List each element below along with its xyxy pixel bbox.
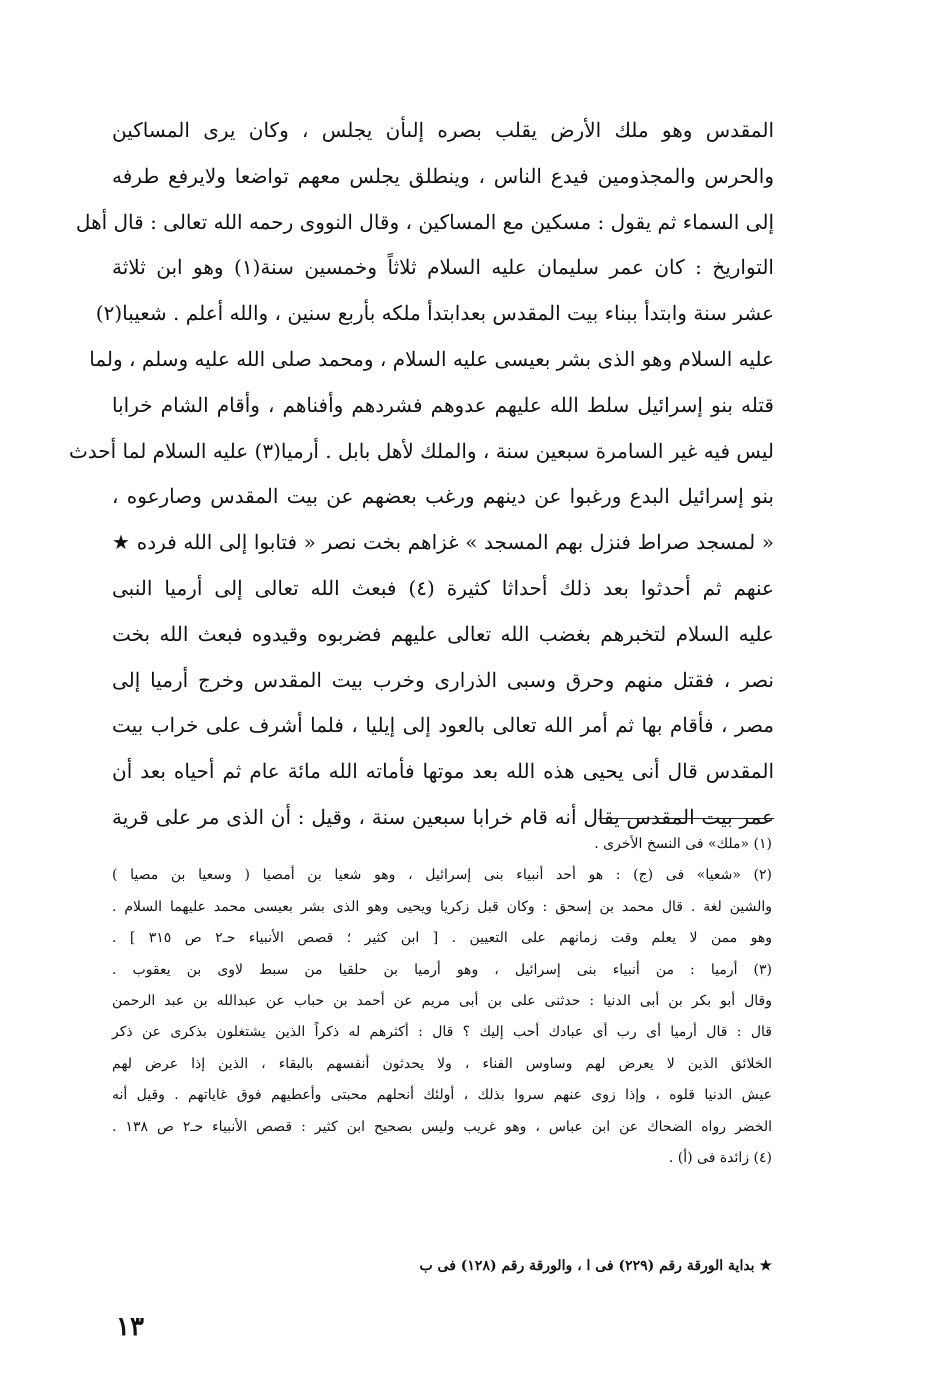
footnote-line: (٢) «شعيا» فى (ج) : هو أحد أنبياء بنى إسرائيل ، وهو شعيا بن أمصيا ( وسعيا بن مصيا ) <box>112 867 772 884</box>
footnote-line: (١) «ملك» فى النسخ الأخرى . <box>594 836 772 852</box>
main-text-line: عشر سنة وابتدأ ببناء بيت المقدس بعدابتدأ ملكه بأربع سنين ، والله أعلم . شعيبا(٢) <box>95 301 774 326</box>
main-text-line: ليس فيه غير السامرة سبعين سنة ، والملك لأهل بابل . أرميا(٣) عليه السلام لما أحدث <box>68 438 774 463</box>
main-body-text <box>68 108 774 841</box>
footnote-line: وهو ممن لا يعلم وقت زمانهم على التعيين . [ ابن كثير ؛ قصص الأنبياء حـ٢ ص ٣١٥ ] . <box>112 930 772 947</box>
footnote-line: والشين لغة . قال محمد بن إسحق : وكان قبل زكريا ويحيى وهو الذى بشر بعيسى محمد عليهما السلام . <box>112 898 772 915</box>
main-text-line: مصر ، فأقام بها ثم أمر الله تعالى بالعود إلى إيليا ، فلما أشرف على خراب بيت <box>112 713 774 738</box>
main-text-line: عنهم ثم أحدثوا بعد ذلك أحداثا كثيرة (٤) فبعث الله تعالى إلى أرميا النبى <box>112 575 774 600</box>
page-number: ١٣ <box>116 1312 144 1342</box>
main-text-line: التواريخ : كان عمر سليمان عليه السلام ثلاثاً وخمسين سنة(١) وهو ابن ثلاثة <box>112 255 774 280</box>
main-text-line: عليه السلام وهو الذى بشر بعيسى عليه السلام ، ومحمد صلى الله عليه وسلم ، ولما <box>89 346 774 371</box>
main-text-line: المقدس وهو ملك الأرض يقلب بصره إلىأن يجلس ، وكان يرى المساكين <box>112 118 774 142</box>
main-text-line: والحرس والمجذومين فيدع الناس ، وينطلق يجلس معهم تواضعا ولايرفع طرفه <box>112 163 774 188</box>
footnote-line: عيش الدنيا قلوه ، وإذا زوى عنهم سروا بذلك ، أولئك أنحلهم محبتى وأعطيهم فوق غاياتهم . وقيل أنه <box>112 1087 772 1104</box>
footnote-line: الخضر رواه الضحاك عن ابن عباس ، وهو غريب وليس بصحيح ابن كثير : قصص الأنبياء حـ٢ ص ١٣٨ . <box>112 1118 772 1135</box>
main-text-line: المقدس قال أنى يحيى هذه الله بعد موتها فأماته الله مائة عام ثم أحياه بعد أن <box>112 759 774 784</box>
footnote-line: (٣) أرميا : من أنبياء بنى إسرائيل ، وهو أرميا بن حلقيا من سبط لاوى بن يعقوب . <box>112 961 772 978</box>
footnote-divider <box>598 818 774 819</box>
footnote-line: الخلائق الذين لا يعرض لهم وساوس الفناء ، ولا يحدثون أنفسهم بالبقاء ، الذين إذا عرض لهم <box>112 1055 772 1072</box>
main-text-line: « لمسجد صراط فنزل بهم المسجد » غزاهم بخت نصر « فتابوا إلى الله فرده ★ <box>112 530 774 555</box>
footnote-line: (٤) زائدة فى (أ) . <box>668 1149 772 1166</box>
main-text-line: نصر ، فقتل منهم وحرق وسبى الذرارى وخرب بيت المقدس وخرج أرميا إلى <box>112 667 774 692</box>
main-text-line: إلى السماء ثم يقول : مسكين مع المساكين ، وقال النووى رحمه الله تعالى : قال أهل <box>75 209 774 234</box>
main-text-line: قتله بنو إسرائيل سلط الله عليهم عدوهم فشردهم وأفناهم ، وأقام الشام خرابا <box>112 392 774 417</box>
main-text-line: عليه السلام لتخبرهم بغضب الله تعالى عليهم فضربوه وقيدوه فبعث الله بخت <box>112 621 774 646</box>
main-text-line: بنو إسرائيل البدع ورغبوا عن دينهم ورغب بعضهم عن بيت المقدس وصارعوه ، <box>112 484 774 509</box>
footnotes-section <box>112 829 772 1174</box>
main-text-line: عمر بيت المقدس يقال أنه قام خرابا سبعين سنة ، وقيل : أن الذى مر على قرية <box>112 804 774 829</box>
footnote-line: قال : قال أرميا أى رب أى عبادك أحب إليك ؟ قال : أكثرهم له ذكراً الذين يشتغلون بذكرى عن ذكر <box>112 1024 772 1041</box>
footnote-line: وقال أبو بكر بن أبى الدنيا : حدثنى على بن أبى مريم عن أحمد بن حباب عن عبدالله بن عبد الرحمن <box>112 992 772 1009</box>
manuscript-folio-note: ★ بداية الورقة رقم (٢٢٩) فى ا ، والورقة رقم (١٢٨) فى ب <box>419 1258 772 1274</box>
